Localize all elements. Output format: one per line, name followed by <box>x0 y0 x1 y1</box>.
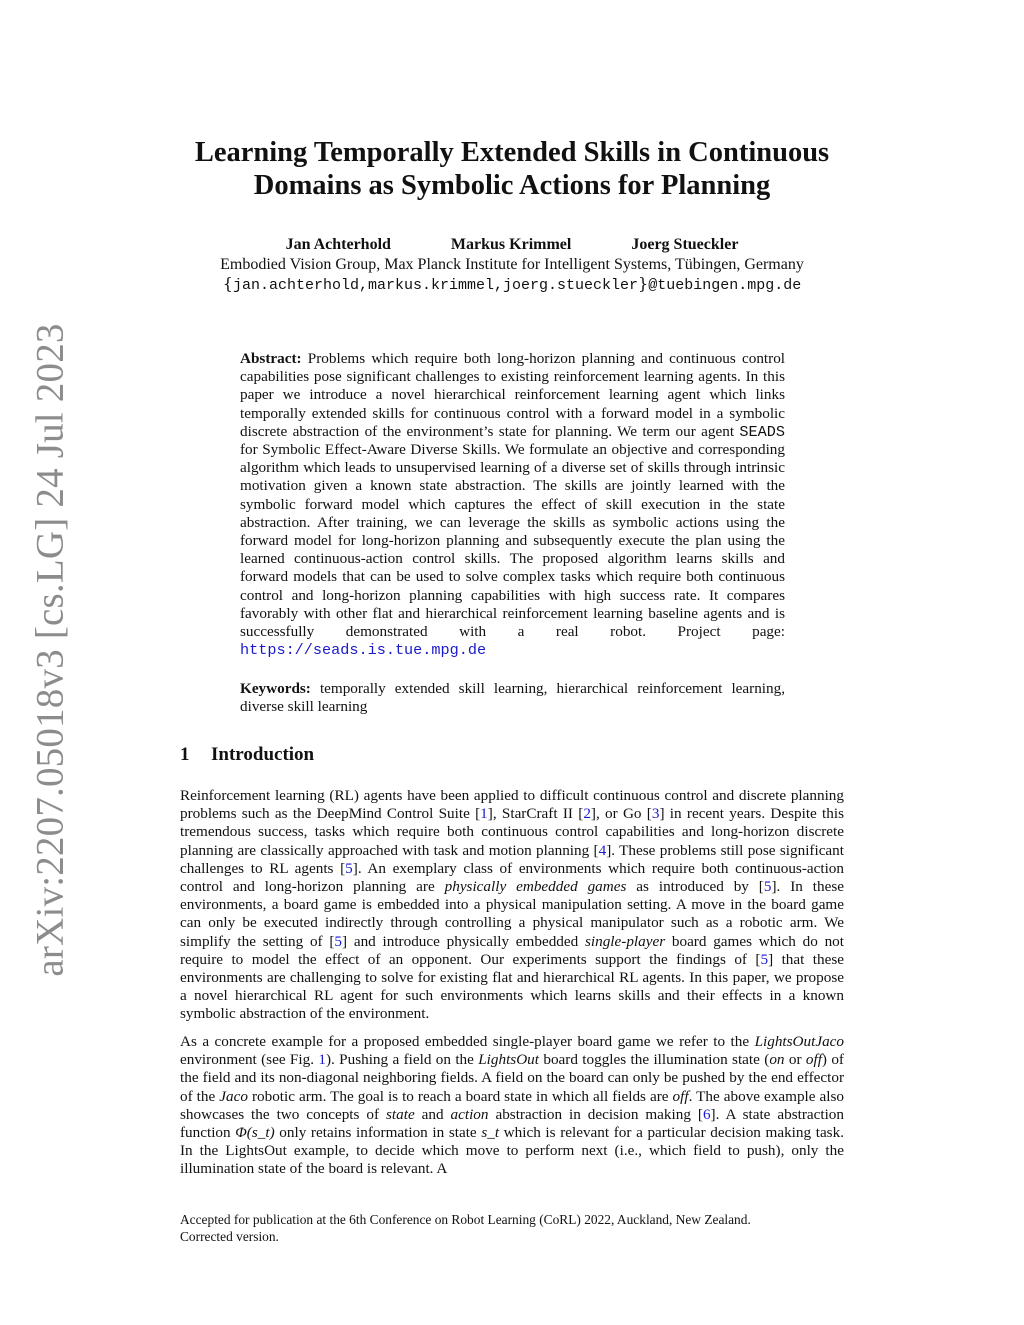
figure-reference-link[interactable]: 1 <box>318 1051 326 1069</box>
abstract-text: for Symbolic Effect-Aware Diverse Skills. We formulate an objective and corresponding algorithm which leads to unsupervised learning of a diverse set of skills through intrinsic motivation given a known state abstraction. The skills are jointly learned with the symbolic forward model which captures the effect of skill execution in the state abstraction. After training, we can leverage the skills as symbolic actions using the forward model for long-horizon planning and subsequently execute the plan using the learned continuous-action control skills. The proposed algorithm learns skills and forward models that can be used to solve complex tasks which require both continuous control and long-horizon planning capabilities with high success rate. It compares favorably with other flat and hierarchical reinforcement learning baseline agents and is successfully demonstrated with a real robot. Project page: <box>240 441 785 641</box>
emphasis: physically embedded games <box>444 878 627 896</box>
email-names: jan.achterhold,markus.krimmel,joerg.stueckler <box>232 277 639 294</box>
emphasis: single-player <box>584 932 666 950</box>
citation-link[interactable]: 6 <box>702 1105 711 1123</box>
abstract <box>240 350 785 659</box>
footnote-line: Accepted for publication at the 6th Conference on Robot Learning (CoRL) 2022, Auckland, New Zealand. <box>180 1212 751 1227</box>
emphasis: Jaco <box>219 1087 248 1105</box>
introduction-paragraph: Reinforcement learning (RL) agents have been applied to difficult continuous control and discrete planning problems such as the DeepMind Control Suite [1], StarCraft II [2], or Go [3] in recent years. Despite this tremendous success, tasks which require both continuous control capabilities and long-horizon discrete planning are classically approached with task and motion planning [4]. These problems still pose significant challenges to RL agents [5]. An exemplary class of environments which require both continuous-action control and long-horizon planning are physically embedded games as introduced by [5]. In these environments, a board game is embedded into a physical manipulation setting. A move in the board game can only be executed indirectly through controlling a physical manipulator such as a robotic arm. We simplify the setting of [5] and introduce physically embedded single-player board games which do not require to model the effect of an opponent. Our experiments support the findings of [5] that these environments are challenging to solve for existing flat and hierarchical RL agents. In this paper, we propose a novel hierarchical RL agent for such environments which learns skills and their effects in a known symbolic abstraction of the environment. <box>180 787 845 1023</box>
emphasis: on <box>769 1051 785 1069</box>
citation-link[interactable]: 5 <box>345 859 353 877</box>
email-domain: @tuebingen.mpg.de <box>648 277 802 294</box>
publication-footnote <box>180 1211 860 1245</box>
math-expression: Φ(s_t) <box>235 1124 275 1142</box>
introduction-paragraph: As a concrete example for a proposed embedded single-player board game we refer to the LightsOutJaco environment (see Fig. 1). Pushing a field on the LightsOut board toggles the illumination state (on or off) of the field and its non-diagonal neighboring fields. A field on the board can only be pushed by the end effector of the Jaco robotic arm. The goal is to reach a board state in which all fields are off. The above example also showcases the two concepts of state and action abstraction in decision making [6]. A state abstraction function Φ(s_t) only retains information in state s_t which is relevant for a particular decision making task. In the LightsOut example, to decide which move to perform next (i.e., which field to push), only the illumination state of the board is relevant. A <box>180 1033 844 1178</box>
section-heading <box>180 744 314 766</box>
citation-link[interactable]: 5 <box>760 950 769 968</box>
keywords-label: Keywords: <box>240 680 311 697</box>
project-page-link[interactable]: https://seads.is.tue.mpg.de <box>240 641 487 660</box>
math-expression: s_t <box>481 1124 500 1142</box>
affiliation: Embodied Vision Group, Max Planck Institute for Intelligent Systems, Tübingen, Germany <box>220 256 804 273</box>
author-name: Jan Achterhold <box>285 236 391 253</box>
citation-link[interactable]: 5 <box>763 878 772 896</box>
abstract-text: Problems which require both long-horizon planning and continuous control capabilities pose significant challenges to existing reinforcement learning agents. In this paper we introduce a novel hierarchical reinforcement learning agent which links temporally extended skills for continuous control with a forward model in a symbolic discrete abstraction of the environment’s state for planning. We term our agent <box>240 350 786 440</box>
emphasis: LightsOut <box>478 1051 539 1069</box>
emphasis: state <box>386 1105 415 1123</box>
paper-title: Learning Temporally Extended Skills in Continuous Domains as Symbolic Actions for Planning <box>194 137 830 201</box>
author-name: Joerg Stueckler <box>631 236 739 253</box>
footnote-line: Corrected version. <box>180 1229 279 1244</box>
open-brace: { <box>222 274 233 293</box>
citation-link[interactable]: 5 <box>334 932 343 950</box>
section-number: 1 <box>180 744 190 765</box>
abstract-label: Abstract: <box>240 350 302 367</box>
author-list <box>0 235 1024 255</box>
citation-link[interactable]: 3 <box>651 805 660 823</box>
citation-link[interactable]: 2 <box>583 805 591 823</box>
keywords <box>240 680 785 716</box>
close-brace: } <box>638 274 649 293</box>
citation-link[interactable]: 4 <box>598 841 607 859</box>
author-name: Markus Krimmel <box>450 236 572 253</box>
agent-name: SEADS <box>739 422 785 441</box>
author-emails <box>0 274 1024 296</box>
citation-link[interactable]: 1 <box>480 805 488 823</box>
emphasis: off <box>672 1087 689 1105</box>
arxiv-identifier: arXiv:2207.05018v3 [cs.LG] 24 Jul 2023 <box>28 323 72 977</box>
keywords-text: temporally extended skill learning, hierarchical reinforcement learning, diverse skill learning <box>240 680 785 716</box>
section-title: Introduction <box>211 744 315 765</box>
emphasis: action <box>450 1105 489 1123</box>
emphasis: LightsOutJaco <box>754 1033 844 1050</box>
emphasis: off <box>805 1051 822 1069</box>
